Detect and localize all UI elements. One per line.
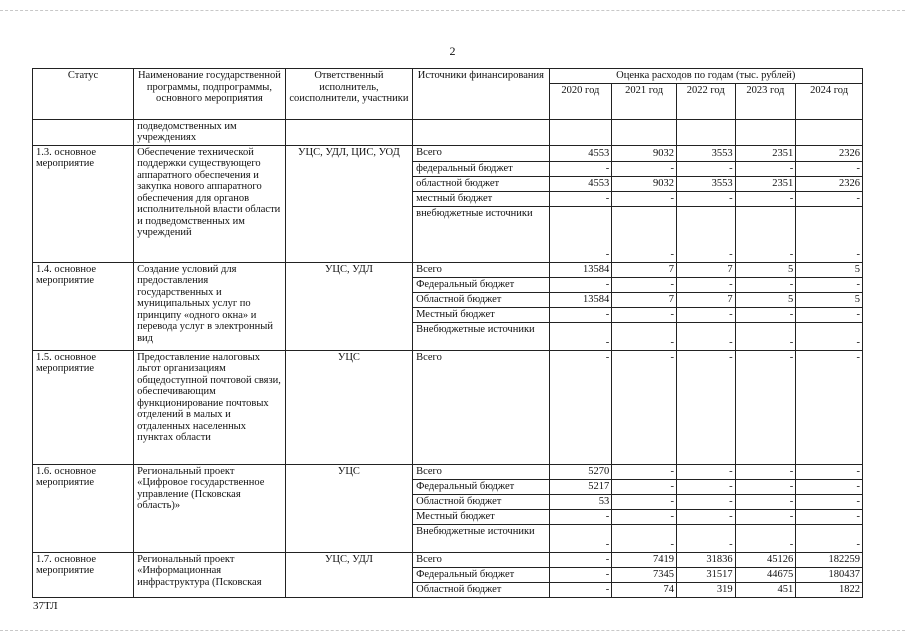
name-cell: Создание условий для предоставления государственных и муниципальных услуг по принципу «одного окна» и перевода услуг в электронный вид bbox=[134, 262, 286, 350]
value-cell: - bbox=[796, 277, 863, 292]
status-cell: 1.7. основное мероприятие bbox=[33, 552, 134, 597]
value-cell: 7 bbox=[676, 292, 735, 307]
value-cell: - bbox=[549, 552, 612, 567]
value-cell: - bbox=[796, 479, 863, 494]
responsible-cell: УЦС, УДЛ, ЦИС, УОД bbox=[285, 145, 412, 262]
value-cell: 9032 bbox=[612, 145, 677, 161]
value-cell: - bbox=[735, 509, 796, 524]
value-cell: - bbox=[676, 161, 735, 176]
value-cell: 13584 bbox=[549, 292, 612, 307]
source-cell: Федеральный бюджет bbox=[413, 479, 549, 494]
header-sources: Источники финансирования bbox=[413, 69, 549, 120]
value-cell bbox=[676, 119, 735, 145]
value-cell: - bbox=[549, 567, 612, 582]
value-cell: - bbox=[676, 206, 735, 262]
source-cell: областной бюджет bbox=[413, 176, 549, 191]
value-cell: - bbox=[549, 277, 612, 292]
value-cell: - bbox=[735, 524, 796, 552]
value-cell: 5 bbox=[796, 262, 863, 277]
value-cell: - bbox=[549, 191, 612, 206]
value-cell: 5 bbox=[735, 262, 796, 277]
value-cell: - bbox=[796, 161, 863, 176]
value-cell: 2351 bbox=[735, 176, 796, 191]
name-cell: Региональный проект «Цифровое государственное управление (Псковская область)» bbox=[134, 464, 286, 552]
name-cell: Предоставление налоговых льгот организациям общедоступной почтовой связи, обеспечивающим функционирование почтовых отделений в малых и отдаленных населенных пунктах области bbox=[134, 350, 286, 464]
value-cell: 4553 bbox=[549, 145, 612, 161]
scan-top-edge bbox=[0, 10, 905, 11]
value-cell: - bbox=[612, 277, 677, 292]
value-cell: - bbox=[549, 307, 612, 322]
value-cell: 1822 bbox=[796, 582, 863, 597]
value-cell: 5270 bbox=[549, 464, 612, 479]
value-cell: - bbox=[612, 509, 677, 524]
value-cell: - bbox=[612, 350, 677, 464]
value-cell: - bbox=[735, 479, 796, 494]
value-cell: 74 bbox=[612, 582, 677, 597]
status-cell: 1.6. основное мероприятие bbox=[33, 464, 134, 552]
page-number: 2 bbox=[449, 44, 456, 58]
status-cell: 1.3. основное мероприятие bbox=[33, 145, 134, 262]
value-cell: 4553 bbox=[549, 176, 612, 191]
name-cell: Региональный проект «Информационная инфраструктура (Псковская bbox=[134, 552, 286, 597]
value-cell: - bbox=[549, 206, 612, 262]
source-cell: Федеральный бюджет bbox=[413, 277, 549, 292]
name-cell: подведомственных им учреждениях bbox=[134, 119, 286, 145]
source-cell: Местный бюджет bbox=[413, 307, 549, 322]
value-cell: - bbox=[549, 509, 612, 524]
responsible-cell: УЦС bbox=[285, 350, 412, 464]
source-cell: Областной бюджет bbox=[413, 292, 549, 307]
name-cell: Обеспечение технической поддержки существующего аппаратного обеспечения и закупка нового аппаратного обеспечения для органов исполнительной власти области и подведомственных им учреждений bbox=[134, 145, 286, 262]
value-cell: - bbox=[735, 494, 796, 509]
value-cell: - bbox=[796, 494, 863, 509]
table-row bbox=[33, 262, 863, 277]
status-cell: 1.4. основное мероприятие bbox=[33, 262, 134, 350]
value-cell: 2326 bbox=[796, 145, 863, 161]
value-cell: - bbox=[676, 307, 735, 322]
value-cell: - bbox=[796, 524, 863, 552]
source-cell: Внебюджетные источники bbox=[413, 322, 549, 350]
scan-bottom-edge bbox=[0, 630, 905, 631]
responsible-cell: УЦС bbox=[285, 464, 412, 552]
value-cell: - bbox=[676, 509, 735, 524]
value-cell: - bbox=[676, 494, 735, 509]
value-cell: - bbox=[796, 350, 863, 464]
responsible-cell bbox=[285, 119, 412, 145]
value-cell: - bbox=[612, 479, 677, 494]
header-responsible: Ответственный исполнитель, соисполнители, участники bbox=[285, 69, 412, 120]
value-cell: - bbox=[612, 191, 677, 206]
source-cell bbox=[413, 119, 549, 145]
value-cell: 45126 bbox=[735, 552, 796, 567]
responsible-cell: УЦС, УДЛ bbox=[285, 262, 412, 350]
value-cell: - bbox=[735, 322, 796, 350]
value-cell: 2326 bbox=[796, 176, 863, 191]
value-cell: - bbox=[549, 582, 612, 597]
value-cell: - bbox=[612, 322, 677, 350]
value-cell: 180437 bbox=[796, 567, 863, 582]
value-cell: 182259 bbox=[796, 552, 863, 567]
source-cell: Всего bbox=[413, 350, 549, 464]
table-row bbox=[33, 350, 863, 464]
value-cell: 53 bbox=[549, 494, 612, 509]
header-year: 2024 год bbox=[796, 83, 863, 119]
header-year: 2023 год bbox=[735, 83, 796, 119]
header-year: 2021 год bbox=[612, 83, 677, 119]
value-cell bbox=[549, 119, 612, 145]
value-cell: - bbox=[549, 161, 612, 176]
value-cell: - bbox=[612, 494, 677, 509]
value-cell bbox=[796, 119, 863, 145]
status-cell bbox=[33, 119, 134, 145]
value-cell: 44675 bbox=[735, 567, 796, 582]
source-cell: Местный бюджет bbox=[413, 509, 549, 524]
value-cell: - bbox=[735, 464, 796, 479]
value-cell: 451 bbox=[735, 582, 796, 597]
value-cell: - bbox=[612, 524, 677, 552]
value-cell: - bbox=[735, 161, 796, 176]
source-cell: федеральный бюджет bbox=[413, 161, 549, 176]
value-cell: - bbox=[796, 322, 863, 350]
value-cell: - bbox=[735, 277, 796, 292]
value-cell: - bbox=[676, 350, 735, 464]
value-cell: - bbox=[549, 524, 612, 552]
value-cell: 7 bbox=[612, 292, 677, 307]
header-name: Наименование государственной программы, подпрограммы, основного мероприятия bbox=[134, 69, 286, 120]
expenses-table bbox=[32, 68, 863, 598]
value-cell: 319 bbox=[676, 582, 735, 597]
value-cell: 5 bbox=[796, 292, 863, 307]
value-cell: 2351 bbox=[735, 145, 796, 161]
source-cell: внебюджетные источники bbox=[413, 206, 549, 262]
header-status: Статус bbox=[33, 69, 134, 120]
value-cell: 7 bbox=[612, 262, 677, 277]
source-cell: Всего bbox=[413, 552, 549, 567]
source-cell: Всего bbox=[413, 464, 549, 479]
value-cell: - bbox=[796, 307, 863, 322]
value-cell: - bbox=[549, 350, 612, 464]
value-cell: - bbox=[549, 322, 612, 350]
value-cell: - bbox=[676, 524, 735, 552]
header-year: 2022 год bbox=[676, 83, 735, 119]
table-row bbox=[33, 145, 863, 161]
header-costs: Оценка расходов по годам (тыс. рублей) bbox=[549, 69, 862, 84]
source-cell: Областной бюджет bbox=[413, 494, 549, 509]
footer-code: 37ТЛ bbox=[33, 600, 58, 612]
value-cell: 5 bbox=[735, 292, 796, 307]
value-cell: 3553 bbox=[676, 176, 735, 191]
value-cell: - bbox=[612, 464, 677, 479]
source-cell: Внебюджетные источники bbox=[413, 524, 549, 552]
value-cell: - bbox=[735, 350, 796, 464]
source-cell: местный бюджет bbox=[413, 191, 549, 206]
value-cell: 7345 bbox=[612, 567, 677, 582]
value-cell: - bbox=[612, 206, 677, 262]
value-cell: - bbox=[796, 464, 863, 479]
value-cell: - bbox=[796, 206, 863, 262]
value-cell bbox=[735, 119, 796, 145]
value-cell: - bbox=[612, 161, 677, 176]
responsible-cell: УЦС, УДЛ bbox=[285, 552, 412, 597]
value-cell: 13584 bbox=[549, 262, 612, 277]
value-cell: 31836 bbox=[676, 552, 735, 567]
value-cell: - bbox=[676, 191, 735, 206]
value-cell: 9032 bbox=[612, 176, 677, 191]
value-cell: - bbox=[676, 479, 735, 494]
value-cell: - bbox=[796, 509, 863, 524]
value-cell: - bbox=[735, 307, 796, 322]
source-cell: Всего bbox=[413, 145, 549, 161]
value-cell bbox=[612, 119, 677, 145]
value-cell: - bbox=[676, 322, 735, 350]
value-cell: - bbox=[735, 206, 796, 262]
value-cell: - bbox=[796, 191, 863, 206]
value-cell: - bbox=[612, 307, 677, 322]
value-cell: 7 bbox=[676, 262, 735, 277]
value-cell: 31517 bbox=[676, 567, 735, 582]
status-cell: 1.5. основное мероприятие bbox=[33, 350, 134, 464]
source-cell: Всего bbox=[413, 262, 549, 277]
value-cell: - bbox=[735, 191, 796, 206]
value-cell: 3553 bbox=[676, 145, 735, 161]
value-cell: - bbox=[676, 464, 735, 479]
value-cell: 5217 bbox=[549, 479, 612, 494]
table-row bbox=[33, 552, 863, 567]
source-cell: Федеральный бюджет bbox=[413, 567, 549, 582]
header-year: 2020 год bbox=[549, 83, 612, 119]
value-cell: - bbox=[676, 277, 735, 292]
value-cell: 7419 bbox=[612, 552, 677, 567]
source-cell: Областной бюджет bbox=[413, 582, 549, 597]
table-row bbox=[33, 464, 863, 479]
